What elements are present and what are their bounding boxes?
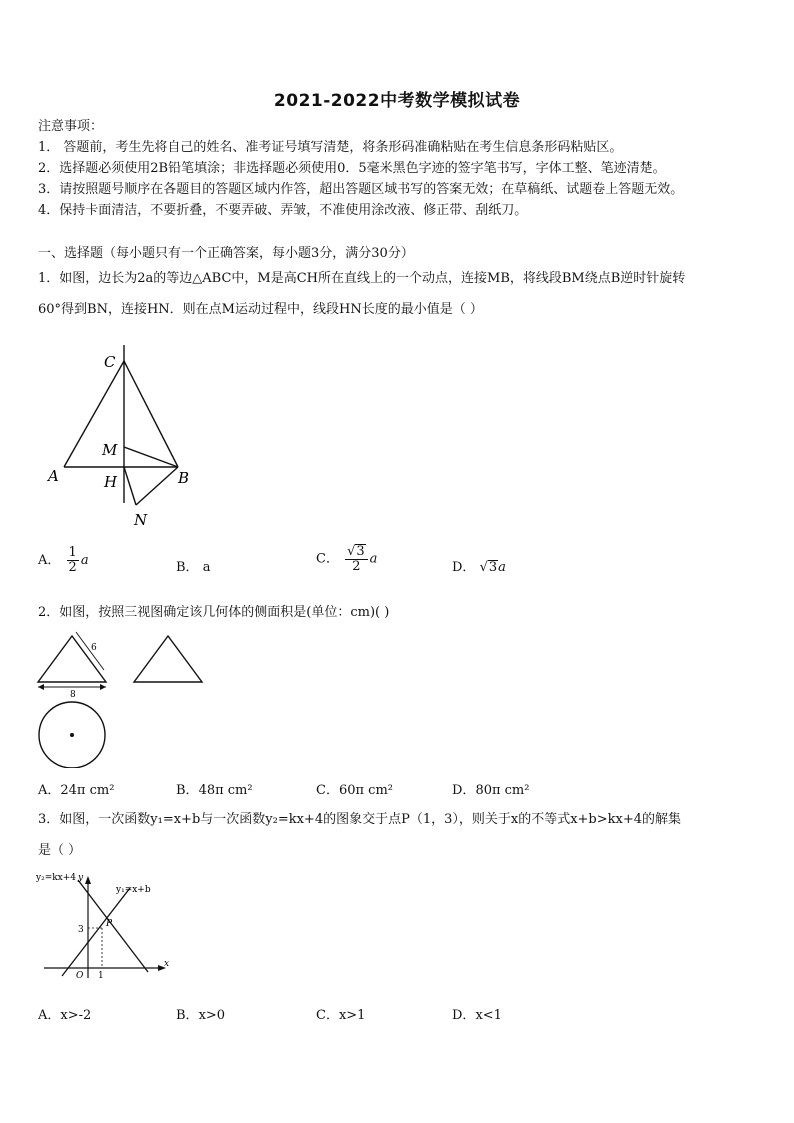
section-heading: 一、选择题（每小题只有一个正确答案，每小题3分，满分30分） (38, 246, 414, 261)
q3-option-a[interactable]: A．x>-2 (38, 1008, 92, 1023)
q3-option-c[interactable]: C．x>1 (316, 1008, 366, 1023)
q3-option-b[interactable]: B．x>0 (176, 1008, 226, 1023)
slant-dimension-line (76, 632, 104, 670)
q2-option-d[interactable]: D．80π cm² (452, 783, 530, 798)
q1-option-a[interactable]: A． $\frac{1}{2}$ a (38, 545, 89, 575)
label-m: M (102, 441, 118, 459)
side-cb (124, 361, 178, 467)
page-title: 2021-2022中考数学模拟试卷 (273, 91, 521, 111)
label-x: x (164, 959, 170, 969)
label-o: O (76, 971, 84, 980)
label-y2: y₂=kx+4 (36, 873, 77, 883)
notice-item-1: 1． 答题前，考生先将自己的姓名、准考证号填写清楚，将条形码准确粘贴在考生信息条形码粘贴区。 (38, 140, 623, 155)
segment-bn (136, 467, 178, 505)
q2-stem: 2．如图，按照三视图确定该几何体的侧面积是(单位：cm)( ) (38, 605, 390, 620)
q1-stem-line2: 60°得到BN，连接HN．则在点M运动过程中，线段HN长度的最小值是（ ） (38, 302, 483, 317)
label-y: y (78, 873, 84, 883)
fraction: $\frac{√3}{2}$ (345, 544, 368, 574)
notice-heading: 注意事项： (38, 119, 104, 134)
label-base-8: 8 (70, 690, 76, 700)
segment-hn (124, 467, 136, 505)
label-y1: y₁=x+b (116, 885, 151, 895)
q2-option-a[interactable]: A．24π cm² (38, 783, 115, 798)
notice-item-4: 4．保持卡面清洁，不要折叠，不要弄破、弄皱，不准使用涂改液、修正带、刮纸刀。 (38, 203, 528, 218)
label-c: C (104, 353, 116, 371)
q1-option-d[interactable]: D． √3a (452, 560, 506, 575)
label-b: B (178, 469, 190, 487)
label-3: 3 (78, 925, 84, 935)
q1-option-b[interactable]: B． a (176, 560, 211, 575)
notice-item-2: 2．选择题必须使用2B铅笔填涂；非选择题必须使用0．5毫米黑色字迹的签字笔书写，字体工整、笔迹清楚。 (38, 161, 666, 176)
notice-item-3: 3．请按照题号顺序在各题目的答题区域内作答，超出答题区域书写的答案无效；在草稿纸、试题卷上答题无效。 (38, 182, 684, 197)
q3-option-d[interactable]: D．x<1 (452, 1008, 502, 1023)
label-p: P (106, 919, 113, 929)
q1-triangle-figure (40, 345, 210, 535)
q2-option-b[interactable]: B．48π cm² (176, 783, 253, 798)
q2-option-c[interactable]: C．60π cm² (316, 783, 393, 798)
q3-graph-figure (34, 868, 184, 980)
q2-three-views-figure (34, 628, 214, 768)
fraction: $\frac{1}{2}$ (68, 545, 77, 575)
arrow-right (100, 684, 106, 690)
label-n: N (134, 511, 148, 529)
label-slant-6: 6 (91, 643, 97, 653)
line-y1 (62, 888, 130, 976)
label-a: A (48, 467, 59, 485)
center-dot (70, 733, 74, 737)
q3-stem-line1: 3．如图，一次函数y₁=x+b与一次函数y₂=kx+4的图象交于点P（1，3），则关于x的不等式x+b>kx+4的解集 (38, 812, 682, 827)
q1-option-c[interactable]: C． $\frac{√3}{2}$ a (316, 544, 378, 574)
q1-stem-line1: 1．如图，边长为2a的等边△ABC中，M是高CH所在直线上的一个动点，连接MB，将线段BM绕点B逆时针旋转 (38, 271, 686, 286)
side-view-triangle (134, 636, 202, 682)
arrow-left (38, 684, 44, 690)
label-h: H (104, 473, 118, 491)
label-1: 1 (98, 971, 104, 980)
q3-stem-line2: 是（ ） (38, 843, 82, 858)
y-axis-arrow (85, 876, 91, 884)
